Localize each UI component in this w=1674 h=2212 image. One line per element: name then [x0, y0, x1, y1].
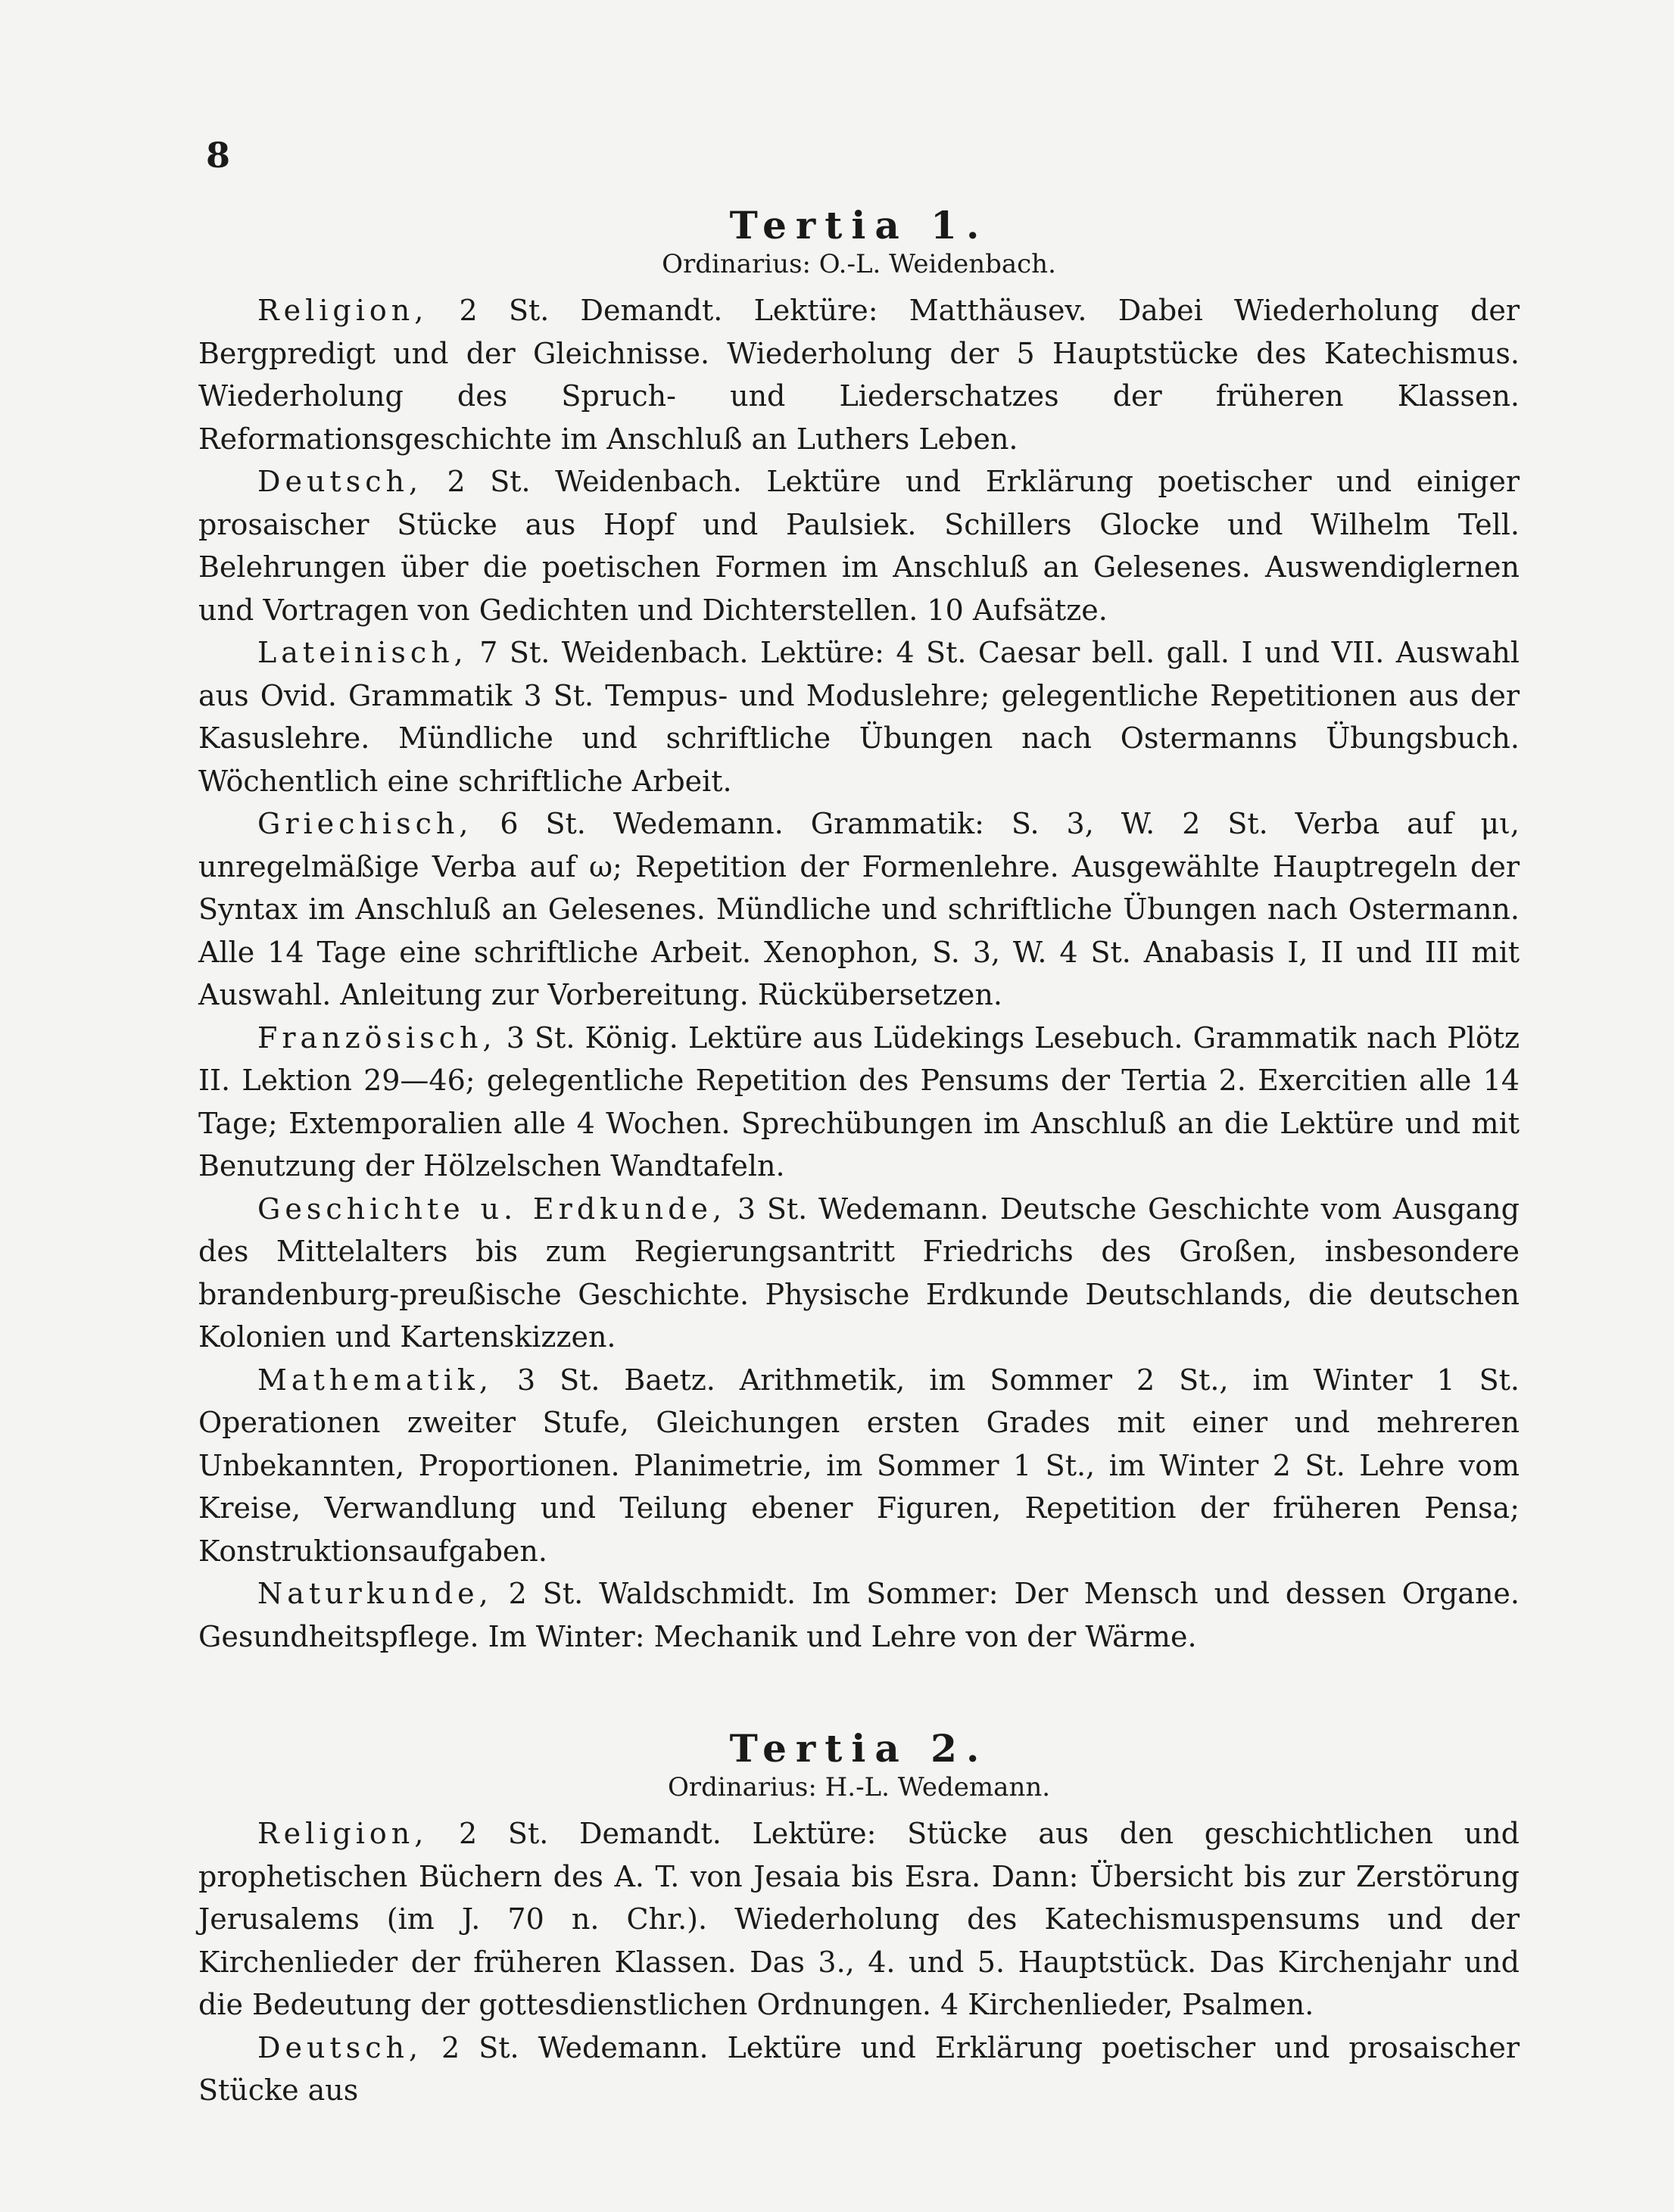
entry-text: 6 St. Wedemann. Grammatik: S. 3, W. 2 St. Verba auf μι, unregelmäßige Verba auf ω; Repetition der Formenlehre. Ausgewählte Hauptregeln der Syntax im Anschluß an Gelesenes. Mündliche und schriftliche Übungen nach Ostermann. Alle 14 Tage eine schriftliche Arbeit. Xenophon, S. 3, W. 4 St. Anabasis I, II und III mit Auswahl. Anleitung zur Vorbereitung. Rückübersetzen.	[198, 807, 1520, 1011]
entry-text: 2 St. Demandt. Lektüre: Matthäusev. Dabei Wiederholung der Bergpredigt und der Gleichnisse. Wiederholung der 5 Hauptstücke des Katechismus. Wiederholung des Spruch- und Liederschatzes der früheren Klassen. Reformationsgeschichte im Anschluß an Luthers Leben.	[198, 294, 1520, 456]
entry-text: 2 St. Waldschmidt. Im Sommer: Der Mensch und dessen Organe. Gesundheitspflege. Im Winter: Mechanik und Lehre von der Wärme.	[198, 1577, 1520, 1653]
subject-label: Mathematik,	[257, 1363, 494, 1397]
entry-text: 3 St. König. Lektüre aus Lüdekings Lesebuch. Grammatik nach Plötz II. Lektion 29—46; gelegentliche Repetition des Pensums der Tertia 2. Exercitien alle 14 Tage; Extemporalien alle 4 Wochen. Sprechübungen im Anschluß an die Lektüre und mit Benutzung der Hölzelschen Wandtafeln.	[198, 1020, 1520, 1182]
entry-griechisch	[198, 802, 1520, 1017]
entry-naturkunde	[198, 1572, 1520, 1658]
entry-text: 2 St. Wedemann. Lektüre und Erklärung poetischer und prosaischer Stücke aus	[198, 2030, 1520, 2107]
page-body	[198, 204, 1520, 2112]
entry-lateinisch	[198, 631, 1520, 802]
entry-text: 3 St. Wedemann. Deutsche Geschichte vom Ausgang des Mittelalters bis zum Regierungsantritt Friedrichs des Großen, insbesondere brandenburg-preußische Geschichte. Physische Erdkunde Deutschlands, die deutschen Kolonien und Kartenskizzen.	[198, 1192, 1520, 1354]
entry-franzoesisch	[198, 1017, 1520, 1188]
entry-religion	[198, 289, 1520, 460]
entry-text: 2 St. Demandt. Lektüre: Stücke aus den geschichtlichen und prophetischen Büchern des A. T. von Jesaia bis Esra. Dann: Übersicht bis zur Zerstörung Jerusalems (im J. 70 n. Chr.). Wiederholung des Katechismuspensums und der Kirchenlieder der früheren Klassen. Das 3., 4. und 5. Hauptstück. Das Kirchenjahr und die Bedeutung der gottesdienstlichen Ordnungen. 4 Kirchenlieder, Psalmen.	[198, 1817, 1520, 2021]
ordinarius-tertia-2: Ordinarius: H.-L. Wedemann.	[667, 1772, 1051, 1802]
subject-label: Griechisch,	[257, 807, 473, 840]
entry-deutsch	[198, 2027, 1520, 2112]
section-title-tertia-1: Tertia 1.	[729, 203, 989, 248]
entry-text: 7 St. Weidenbach. Lektüre: 4 St. Caesar bell. gall. I und VII. Auswahl aus Ovid. Grammatik 3 St. Tempus- und Moduslehre; gelegentliche Repetitionen aus der Kasuslehre. Mündliche und schriftliche Übungen nach Ostermanns Übungsbuch. Wöchentlich eine schriftliche Arbeit.	[198, 636, 1520, 798]
entry-text: 3 St. Baetz. Arithmetik, im Sommer 2 St., im Winter 1 St. Operationen zweiter Stufe, Gleichungen ersten Grades mit einer und mehreren Unbekannten, Proportionen. Planimetrie, im Sommer 1 St., im Winter 2 St. Lehre vom Kreise, Verwandlung und Teilung ebener Figuren, Repetition der früheren Pensa; Konstruktionsaufgaben.	[198, 1363, 1520, 1568]
section-spacer	[198, 1658, 1520, 1728]
subject-label: Religion,	[257, 1817, 429, 1850]
subject-label: Religion,	[257, 294, 429, 327]
subject-label: Naturkunde,	[257, 1577, 493, 1610]
entry-religion	[198, 1812, 1520, 2027]
subject-label: Lateinisch,	[257, 636, 468, 669]
entry-mathematik	[198, 1359, 1520, 1573]
ordinarius-tertia-1: Ordinarius: O.-L. Weidenbach.	[662, 249, 1056, 279]
entry-geschichte	[198, 1188, 1520, 1359]
subject-label: Deutsch,	[257, 465, 423, 498]
section-title-tertia-2: Tertia 2.	[729, 1726, 989, 1771]
subject-label: Deutsch,	[257, 2030, 423, 2064]
entry-text: 2 St. Weidenbach. Lektüre und Erklärung poetischer und einiger prosaischer Stücke aus Hopf und Paulsiek. Schillers Glocke und Wilhelm Tell. Belehrungen über die poetischen Formen im Anschluß an Gelesenes. Auswendiglernen und Vortragen von Gedichten und Dichterstellen. 10 Aufsätze.	[198, 465, 1520, 627]
page-number: 8	[206, 135, 231, 176]
subject-label: Geschichte u. Erdkunde,	[257, 1192, 727, 1226]
entry-deutsch	[198, 460, 1520, 631]
subject-label: Französisch,	[257, 1020, 497, 1055]
